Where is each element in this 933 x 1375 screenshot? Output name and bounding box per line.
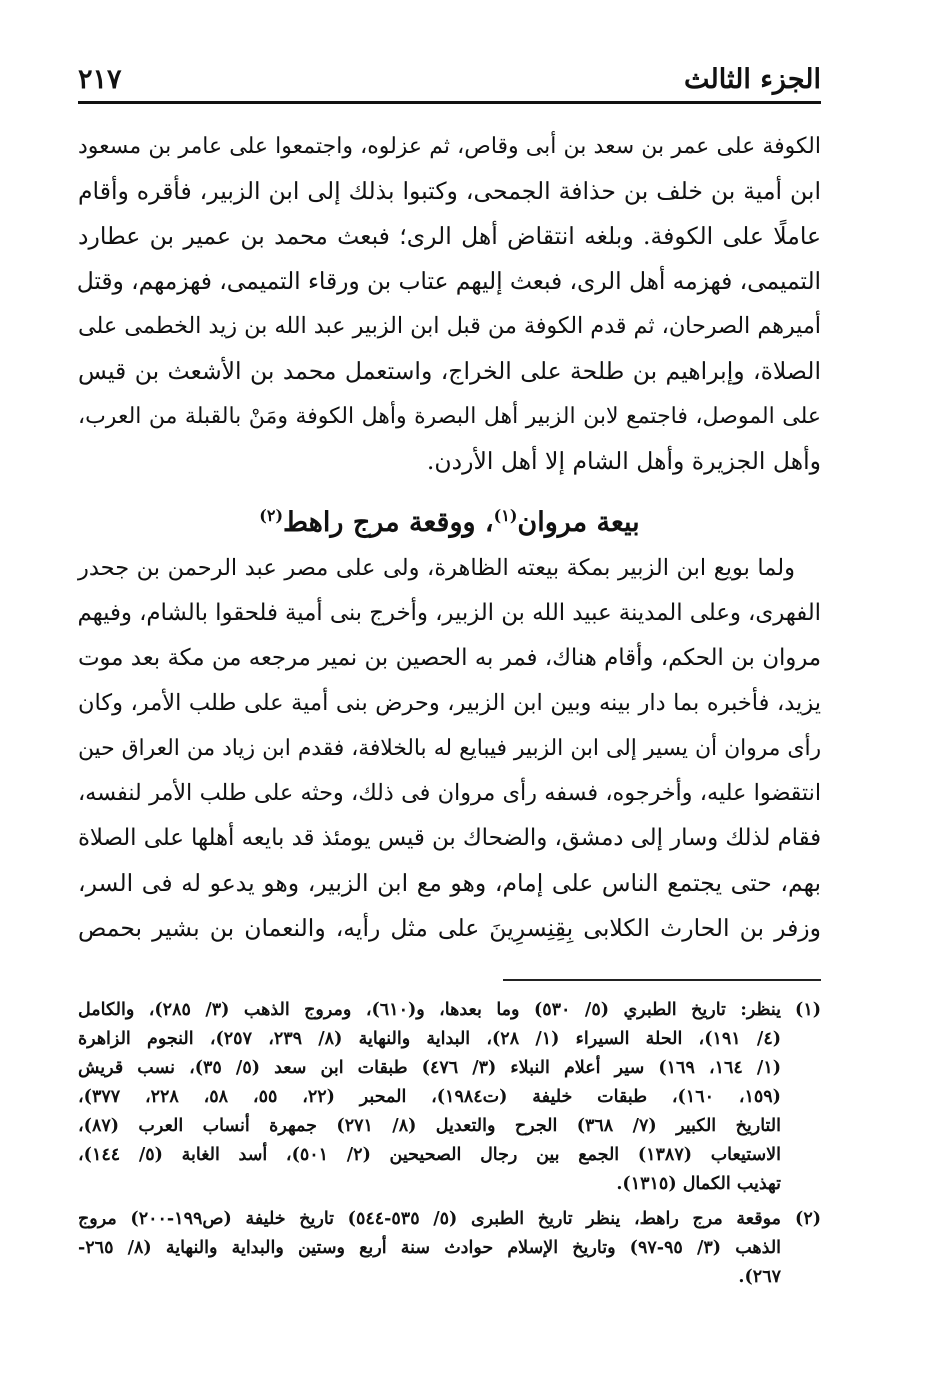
running-head-title: الجزء الثالث [684,63,821,95]
footnote-line: (١٥٩، ١٦٠)، طبقات خليفة (ت١٩٨٤)، المحبر (٢٢، ٥٥، ٥٨، ٢٢٨، ٣٧٧)، [78,1087,781,1107]
text-line: بهم، حتى يجتمع الناس على إمام، وهو مع ابن الزبير، وهو يدعو له فى السر، [78,869,821,897]
footnote-number: (١) [795,1000,821,1020]
text-line: ابن أمية بن خلف بن حذافة الجمحى، وكتبوا بذلك إلى ابن الزبير، فأقره وأقام [78,177,821,205]
footnote-2 [78,1205,821,1292]
text-line: على الموصل، فاجتمع لابن الزبير أهل البصرة وأهل الكوفة ومَنْ بالقبلة من العرب، [78,404,821,429]
section-heading-part-1: بيعة مروان [517,507,640,538]
footnote-separator [503,979,821,981]
text-line: عاملًا على الكوفة. وبلغه انتقاض أهل الرى؛ فبعث محمد بن عمير بن عطارد [78,222,821,250]
footnote-body [78,1205,781,1292]
footnote-ref-2: (٢) [259,506,284,525]
text-line: الكوفة على عمر بن سعد بن أبى وقاص، ثم عزلوه، واجتمعوا على عامر بن مسعود [78,134,821,159]
text-line: مروان بن الحكم، وأقام هناك، فمر به الحصين بن نمير مرجعه من مكة بعد موت [78,645,821,671]
main-text [78,124,821,951]
text-line: الفهرى، وعلى المدينة عبيد الله بن الزبير، وأخرج بنى أمية فلحقوا بالشام، وفيهم [77,600,821,626]
text-line: الصلاة، وإبراهيم بن طلحة على الخراج، واستعمل محمد بن الأشعث بن قيس [78,357,821,385]
text-line: انتقضوا عليه، وأخرجوه، فسفه رأى مروان فى ذلك، وحثه على طلب الأمر لنفسه، [78,780,821,806]
page-number: ٢١٧ [78,63,122,95]
footnote-line: موقعة مرج راهط، ينظر تاريخ الطبرى (٥/ ٥٣٥-٥٤٤) تاريخ خليفة (ص١٩٩-٢٠٠) مروج [78,1209,782,1229]
footnote-line: الاستيعاب (١٣٨٧) الجمع بين رجال الصحيحين (٢/ ٥٠١)، أسد الغابة (٥/ ١٤٤)، [78,1145,782,1165]
footnote-1 [78,996,821,1199]
footnote-line: الذهب (٣/ ٩٥-٩٧) وتاريخ الإسلام حوادث سنة أربع وستين والبداية والنهاية (٨/ ٢٦٥- [78,1238,782,1258]
footnote-line: ٢٦٧). [738,1267,781,1287]
text-line: ولما بويع ابن الزبير بمكة بيعته الظاهرة، ولى على مصر عبد الرحمن بن جحدر [78,555,795,581]
footnote-ref-1: (١) [493,506,518,525]
text-line: التميمى، فهزمه أهل الرى، فبعث إليهم عتاب بن ورقاء التميمى، فهزمهم، وقتل [76,268,821,295]
text-line: وأهل الجزيرة وأهل الشام إلا أهل الأردن. [426,447,821,475]
paragraph-1 [78,124,821,484]
header-rule [78,101,821,104]
footnote-number: (٢) [795,1209,821,1229]
text-line: رأى مروان أن يسير إلى ابن الزبير فيبايع له بالخلافة، فقدم ابن زياد من العراق حين [78,736,821,761]
text-line: يزيد، فأخبره بما دار بينه وبين ابن الزبير، وحرض بنى أمية على طلب الأمر، وكان [78,690,821,716]
footnote-line: (٤/ ١٩١)، الحلة السيراء (١/ ٢٨)، البداية والنهاية (٨/ ٢٣٩، ٢٥٧)، النجوم الزاهرة [78,1029,781,1049]
text-line: أميرهم الصرحان، ثم قدم الكوفة من قبل ابن الزبير عبد الله بن زيد الخطمى على [78,313,821,339]
footnote-line: تهذيب الكمال (١٣١٥). [616,1174,781,1194]
footnote-line: التاريخ الكبير (٧/ ٣٦٨) الجرح والتعديل (٨/ ٢٧١) جمهرة أنساب العرب (٨٧)، [78,1116,781,1136]
footnote-body [78,996,781,1199]
footnotes [78,996,821,1292]
section-heading-part-2: ، ووقعة مرج راهط [283,507,494,538]
text-line: وزفر بن الحارث الكلابى بِقِنِسرِينَ على مثل رأيه، والنعمان بن بشير بحمص [78,914,821,942]
footnote-line: (١/ ١٦٤، ١٦٩) سير أعلام النبلاء (٣/ ٤٧٦) طبقات ابن سعد (٥/ ٣٥)، نسب قريش [78,1058,781,1078]
text-line: فقام لذلك وسار إلى دمشق، والضحاك بن قيس يومئذ قد بايعه أهلها على الصلاة [78,825,821,851]
paragraph-2 [78,546,821,951]
footnote-line: ينظر: تاريخ الطبري (٥/ ٥٣٠) وما بعدها، و(٦١٠)، ومروج الذهب (٣/ ٢٨٥)، والكامل [78,1000,782,1020]
running-header [78,56,821,102]
section-heading [78,486,821,546]
